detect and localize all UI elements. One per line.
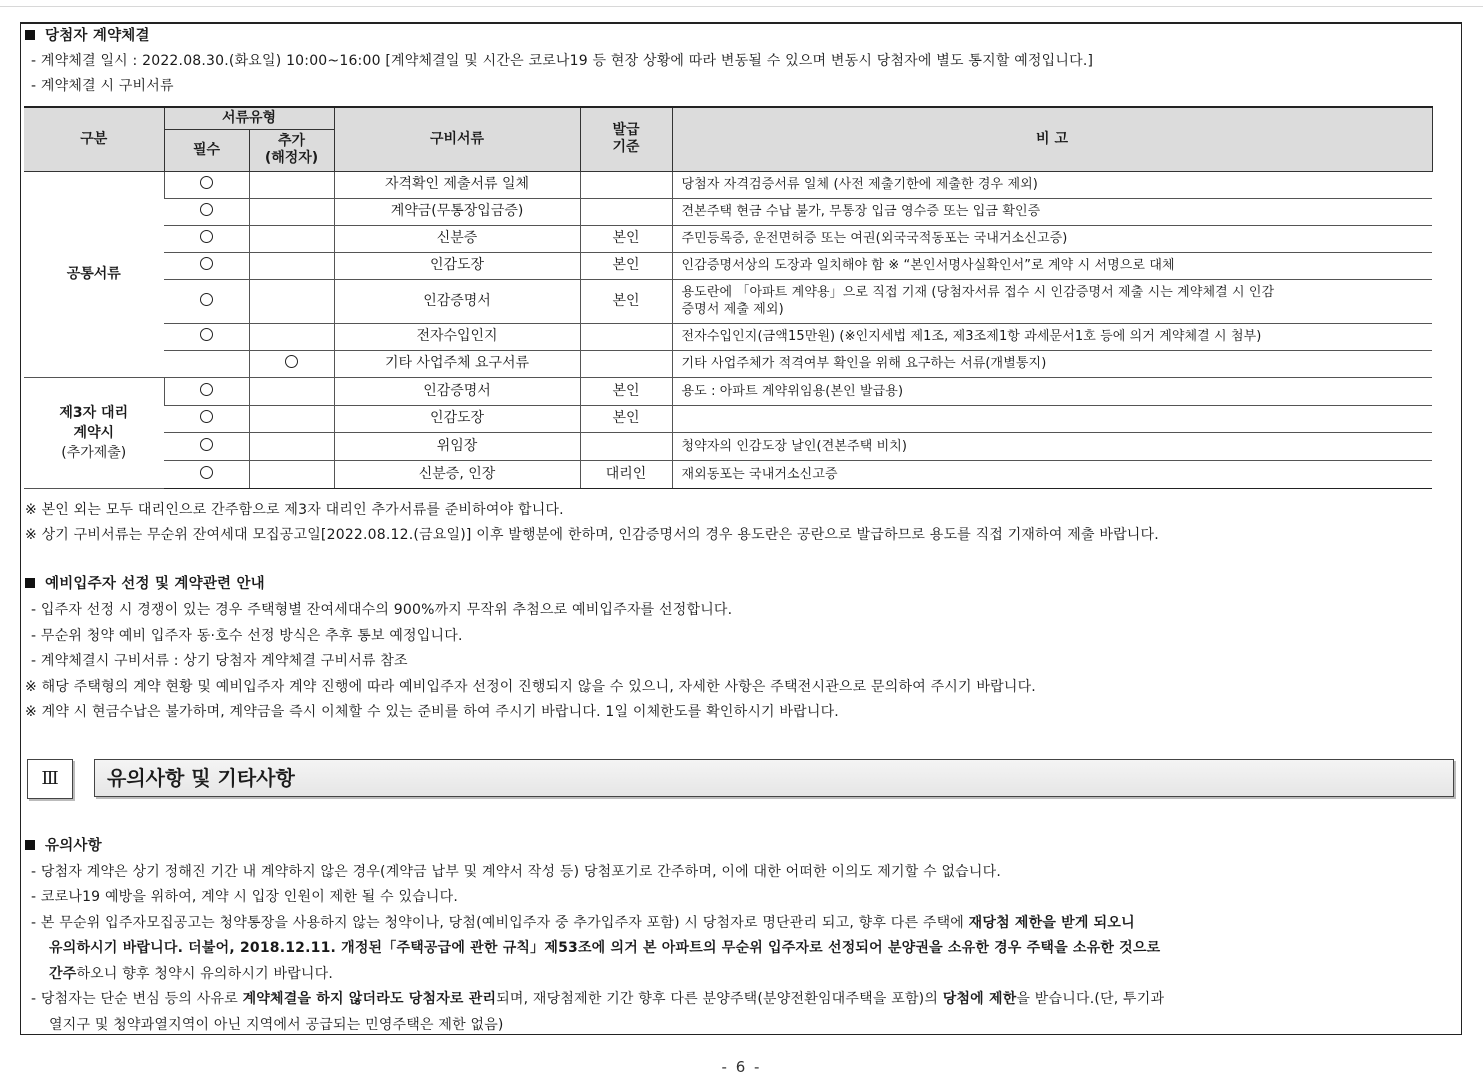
note-cell: 청약자의 인감도장 날인(견본주택 비치) [672,432,1432,460]
issue-cell: 본인 [580,252,672,279]
caution-paragraph-cont: 열지구 및 청약과열지역이 아닌 지역에서 공급되는 민영주택은 제한 없음) [49,1017,504,1033]
note-cell: 용도 : 아파트 계약위임용(본인 발급용) [672,377,1432,405]
circle-mark-icon [285,355,298,368]
circle-mark-icon [200,410,213,423]
table-row [24,377,1432,405]
section-contract-heading [25,25,150,47]
doc-cell: 인감증명서 [334,279,580,323]
note-cell: 기타 사업주체가 적격여부 확인을 위해 요구하는 서류(개별통지) [672,350,1432,377]
square-bullet-icon [25,840,35,850]
header-doc-type: 서류유형 [164,107,334,129]
issue-cell [580,323,672,350]
circle-mark-icon [200,438,213,451]
caution-line: - 코로나19 예방을 위하여, 계약 시 입장 인원이 제한 될 수 있습니다. [31,889,459,905]
waitlist-note-line: ※ 계약 시 현금수납은 불가하며, 계약금을 즉시 이체할 수 있는 준비를 하여 주시기 바랍니다. 1일 이체한도를 확인하시기 바랍니다. [25,704,839,720]
doc-cell: 인감도장 [334,405,580,432]
emphasis-text: 당첨에 제한 [942,991,1017,1007]
header-documents: 구비서류 [334,107,580,171]
required-documents-table [24,106,1433,489]
circle-mark-icon [200,257,213,270]
issue-cell [580,432,672,460]
doc-cell: 신분증 [334,225,580,252]
circle-mark-icon [200,328,213,341]
header-category: 구분 [24,107,164,171]
waitlist-line: - 계약체결시 구비서류 : 상기 당첨자 계약체결 구비서류 참조 [31,653,408,669]
issue-cell: 본인 [580,377,672,405]
heading-text: 예비입주자 선정 및 계약관련 안내 [45,576,265,592]
note-cell: 재외동포는 국내거소신고증 [672,460,1432,488]
issue-cell: 대리인 [580,460,672,488]
note-issue-date-line: ※ 상기 구비서류는 무순위 잔여세대 모집공고일[2022.08.12.(금요일)] 이후 발행분에 한하며, 인감증명서의 경우 용도란은 공란으로 발급하므로 용도를 직접 기재하여 제출 바랍니다. [25,527,1159,543]
emphasis-text: 재당첨 제한을 받게 되오니 [968,915,1135,931]
table-row [24,432,1432,460]
documents-intro-line: - 계약체결 시 구비서류 [31,78,174,94]
emphasis-text: 유의하시기 바랍니다. 더불어, 2018.12.11. 개정된「주택공급에 관한 규칙」제53조에 의거 본 아파트의 무순위 입주자로 선정되어 분양권을 소유한 경우 주택을 소유한 것으로 [49,940,1161,956]
table-row [24,225,1432,252]
document-frame [20,22,1462,1035]
waitlist-line: - 무순위 청약 예비 입주자 동·호수 선정 방식은 추후 통보 예정입니다. [31,628,463,644]
issue-cell [580,198,672,225]
circle-mark-icon [200,203,213,216]
square-bullet-icon [25,30,35,40]
circle-mark-icon [200,466,213,479]
doc-cell: 인감증명서 [334,377,580,405]
doc-cell: 계약금(무통장입금증) [334,198,580,225]
note-cell: 인감증명서상의 도장과 일치해야 함 ※ “본인서명사실확인서”로 계약 시 서명으로 대체 [672,252,1432,279]
section-cautions-heading [25,835,102,857]
note-cell: 용도란에 「아파트 계약용」으로 직접 기재 (당첨자서류 접수 시 인감증명서 제출 시는 계약체결 시 인감 증명서 제출 제외) [672,279,1432,323]
heading-text: 유의사항 [45,838,102,854]
doc-cell: 자격확인 제출서류 일체 [334,171,580,198]
issue-cell [580,350,672,377]
note-cell: 주민등록증, 운전면허증 또는 여권(외국국적동포는 국내거소신고증) [672,225,1432,252]
waitlist-note-line: ※ 해당 주택형의 계약 현황 및 예비입주자 계약 진행에 따라 예비입주자 선정이 진행되지 않을 수 있으니, 자세한 사항은 주택전시관으로 문의하여 주시기 바랍니다. [25,679,1036,695]
caution-line: - 당첨자 계약은 상기 정해진 기간 내 계약하지 않은 경우(계약금 납부 및 계약서 작성 등) 당첨포기로 간주하며, 이에 대한 어떠한 이의도 제기할 수 없습니다. [31,864,1001,880]
emphasis-text: 간주 [49,966,77,982]
header-required: 필수 [164,129,249,171]
caution-paragraph-cont [49,937,1160,959]
caution-paragraph-cont: 간주하오니 향후 청약시 유의하시기 바랍니다. [49,966,334,982]
section-title: 유의사항 및 기타사항 [94,759,1454,797]
doc-cell: 신분증, 인장 [334,460,580,488]
circle-mark-icon [200,230,213,243]
table-row [24,171,1432,198]
section-3-banner [27,759,1457,801]
circle-mark-icon [200,383,213,396]
emphasis-text: 계약체결을 하지 않더라도 당첨자로 관리 [242,991,497,1007]
issue-cell: 본인 [580,225,672,252]
section-number: Ⅲ [27,759,73,799]
note-proxy-line: ※ 본인 외는 모두 대리인으로 간주함으로 제3자 대리인 추가서류를 준비하여야 합니다. [25,502,564,518]
caution-paragraph: - 본 무순위 입주자모집공고는 청약통장을 사용하지 않는 청약이나, 당첨(예비입주자 중 추가입주자 포함) 시 당첨자로 명단관리 되고, 향후 다른 주택에 재당첨 제한을 받게 되오니 [31,915,1135,931]
note-cell [672,405,1432,432]
issue-cell [580,171,672,198]
note-cell: 당첨자 자격검증서류 일체 (사전 제출기한에 제출한 경우 제외) [672,171,1432,198]
issue-cell: 본인 [580,279,672,323]
square-bullet-icon [25,578,35,588]
header-issue: 발급 기준 [580,107,672,171]
circle-mark-icon [200,293,213,306]
header-remarks: 비 고 [672,107,1432,171]
doc-cell: 기타 사업주체 요구서류 [334,350,580,377]
heading-text: 당첨자 계약체결 [45,28,150,44]
doc-cell: 인감도장 [334,252,580,279]
table-row [24,405,1432,432]
contract-date-line: - 계약체결 일시 : 2022.08.30.(화요일) 10:00~16:00 [계약체결일 및 시간은 코로나19 등 현장 상황에 따라 변동될 수 있으며 변동시 당첨자에 별도 통지할 예정입니다.] [31,53,1094,69]
group-proxy: 제3자 대리 계약시 (추가제출) [24,377,164,488]
doc-cell: 위임장 [334,432,580,460]
section-waitlist-heading [25,573,265,595]
table-row [24,252,1432,279]
note-cell: 전자수입인지(금액15만원) (※인지세법 제1조, 제3조제1항 과세문서1호 등에 의거 계약체결 시 첨부) [672,323,1432,350]
table-row [24,198,1432,225]
header-additional: 추가 (해정자) [249,129,334,171]
caution-paragraph: - 당첨자는 단순 변심 등의 사유로 계약체결을 하지 않더라도 당첨자로 관리되며, 재당첨제한 기간 향후 다른 분양주택(분양전환임대주택을 포함)의 당첨에 제한을 받습니다.(단, 투기과 [31,991,1165,1007]
table-row [24,279,1432,323]
circle-mark-icon [200,176,213,189]
top-divider [0,6,1483,7]
page-number: - 6 - [721,1058,762,1076]
table-row [24,350,1432,377]
group-common: 공통서류 [24,171,164,377]
table-row [24,323,1432,350]
note-cell: 견본주택 현금 수납 불가, 무통장 입금 영수증 또는 입금 확인증 [672,198,1432,225]
table-row [24,460,1432,488]
doc-cell: 전자수입인지 [334,323,580,350]
waitlist-line: - 입주자 선정 시 경쟁이 있는 경우 주택형별 잔여세대수의 900%까지 무작위 추첨으로 예비입주자를 선정합니다. [31,602,733,618]
issue-cell: 본인 [580,405,672,432]
